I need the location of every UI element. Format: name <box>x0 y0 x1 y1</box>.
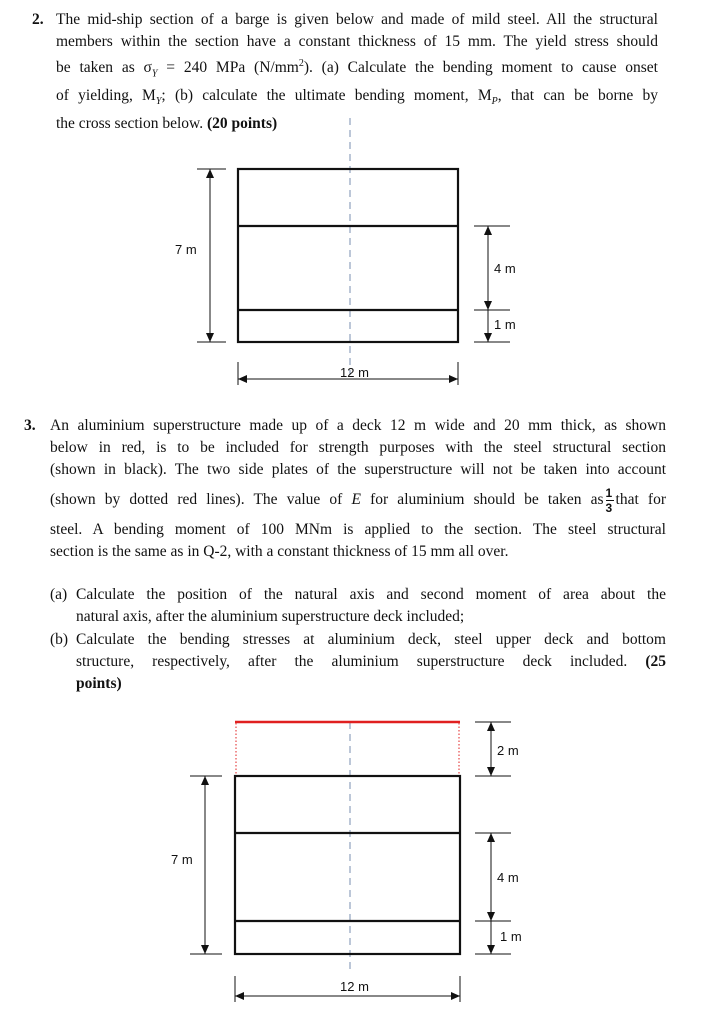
question-3-number: 3. <box>24 417 36 434</box>
q3-line-2: below in red, is to be included for strength purposes with the steel structural section <box>50 439 666 456</box>
q2-line-1: The mid-ship section of a barge is given below and made of mild steel. All the structural <box>56 11 658 28</box>
q3-part-b-line-1: Calculate the bending stresses at aluminium deck, steel upper deck and bottom <box>76 631 666 648</box>
q2-line-2: members within the section have a constant thickness of 15 mm. The yield stress should <box>56 33 658 50</box>
q3-super-label: 2 m <box>497 743 519 758</box>
q3-height-label: 7 m <box>171 852 193 867</box>
q2-points: (20 points) <box>206 115 278 133</box>
q2-line-5: the cross section below. (20 points) <box>56 115 278 133</box>
q3-part-a-line-2: natural axis, after the aluminium superstructure deck included; <box>76 608 465 625</box>
q3-part-a <box>50 584 666 628</box>
q2-line-4: of yielding, $M_Y$; (b) calculate the ultimate bending moment, $M_P$, that can be borne by <box>56 87 658 108</box>
q3-line-1: An aluminium superstructure made up of a deck 12 m wide and 20 mm thick, as shown <box>50 417 666 434</box>
question-2-number: 2. <box>32 11 44 28</box>
one-third-fraction: $\frac{1}{3}$ <box>605 485 613 515</box>
q3-line-4: (shown by dotted red lines). The value of E for aluminium should be taken as $\frac{1}{3}$ that for <box>50 485 666 515</box>
question-3-text <box>50 415 666 563</box>
q2-width-label: 12 m <box>340 365 369 380</box>
q3-part-b-line-2: structure, respectively, after the aluminium superstructure deck included. (25 <box>76 653 666 670</box>
q3-part-b-label: (b) <box>50 631 69 648</box>
q3-line-5: steel. A bending moment of 100 MNm is applied to the section. The steel structural <box>50 521 666 538</box>
outer-hull <box>238 169 458 342</box>
q3-part-a-line-1: Calculate the position of the natural axis and second moment of area about the <box>76 586 666 603</box>
q3-bottom-label: 1 m <box>500 929 522 944</box>
question-3 <box>24 415 666 563</box>
q3-width-label: 12 m <box>340 979 369 994</box>
superstructure-section-diagram <box>0 704 718 1024</box>
q3-part-b <box>50 629 666 695</box>
q2-height-label: 7 m <box>175 242 197 257</box>
q3-points: points) <box>76 675 122 692</box>
q3-part-b-line-3 <box>76 673 666 695</box>
q2-bottom-label: 1 m <box>494 317 516 332</box>
q2-middle-label: 4 m <box>494 261 516 276</box>
q3-middle-label: 4 m <box>497 870 519 885</box>
q3-line-3: (shown in black). The two side plates of the superstructure will not be taken into account <box>50 461 666 478</box>
q3-line-6: section is the same as in Q-2, with a constant thickness of 15 mm all over. <box>50 543 509 560</box>
q2-line-3: be taken as $\sigma_Y = 240$ MPa $(N/mm^2)$. (a) Calculate the bending moment to cause onset <box>56 58 658 80</box>
q3-part-a-label: (a) <box>50 586 68 603</box>
outer-hull <box>235 776 460 954</box>
